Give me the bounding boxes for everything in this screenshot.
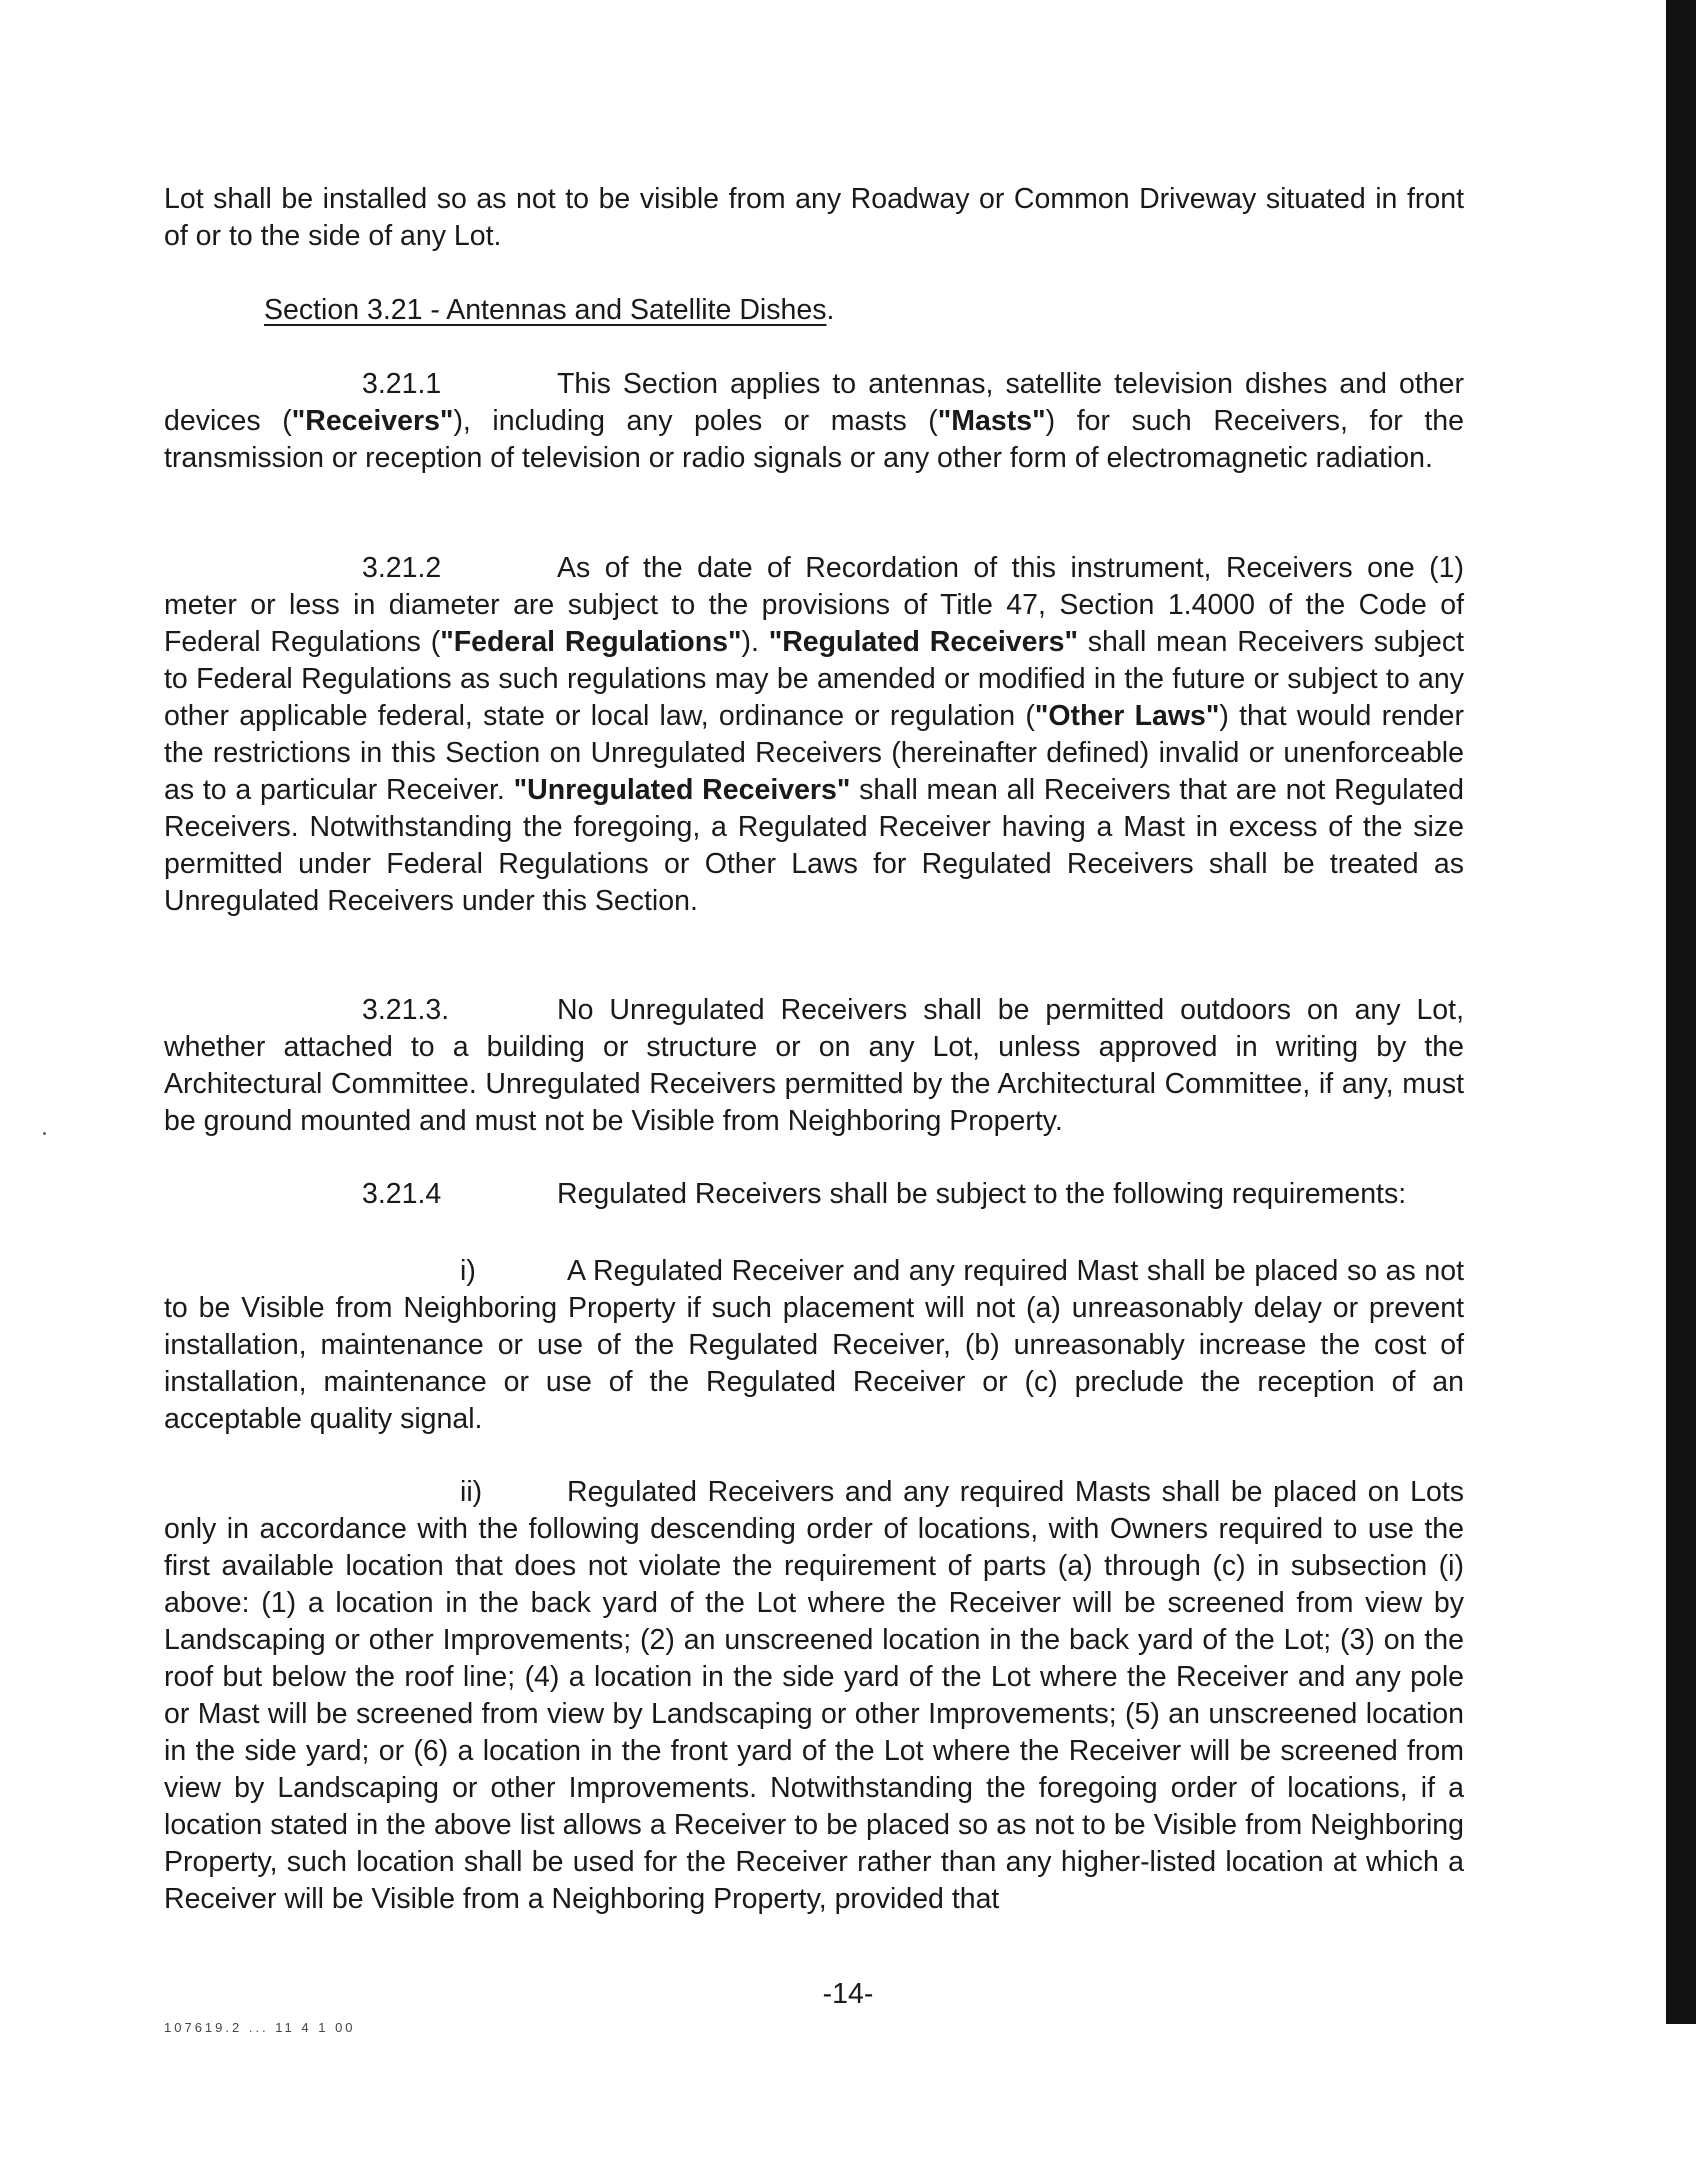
- section-number: 3.21.2: [362, 552, 442, 584]
- section-text: shall mean all Receivers that are not Regulated Receivers. Notwithstanding the foregoing, a Regulated Receiver having a Mast in excess of the size permitted under Federal Regulations or Other Laws for Regulated Receivers shall be treated as Unregulated Receivers under this Section.: [164, 774, 1464, 917]
- section-text: This Section applies to antennas, satellite television dishes and other devices (: [164, 368, 1464, 437]
- section-text: As of the date of Recordation of this instrument, Receivers one (1) meter or less in diameter are subject to the provisions of Title 47, Section 1.4000 of the Code of Federal Regulations (: [164, 552, 1464, 658]
- section-heading: [264, 292, 834, 329]
- section-text: Regulated Receivers shall be subject to the following requirements:: [557, 1178, 1407, 1210]
- defined-term: "Regulated Receivers": [768, 626, 1078, 658]
- section-3-21-4: [164, 1176, 1464, 1213]
- footer-document-code: 107619.2 ... 11 4 1 00: [164, 2020, 356, 2035]
- continuation-paragraph: Lot shall be installed so as not to be visible from any Roadway or Common Driveway situated in front of or to the side of any Lot.: [164, 183, 1464, 252]
- scan-speck: [43, 1132, 46, 1135]
- defined-term: "Unregulated Receivers": [513, 774, 851, 806]
- subsection-ii: [164, 1474, 1464, 1918]
- section-3-21-1: [164, 366, 1464, 477]
- section-text: No Unregulated Receivers shall be permitted outdoors on any Lot, whether attached to a building or structure or on any Lot, unless approved in writing by the Architectural Committee. Unregulated Receivers permitted by the Architectural Committee, if any, must be ground mounted and must not be Visible from Neighboring Property.: [164, 994, 1464, 1137]
- section-text: ) for such Receivers, for the transmission or reception of television or radio signals or any other form of electromagnetic radiation.: [164, 405, 1464, 474]
- section-3-21-2: [164, 550, 1464, 920]
- page-number: -14-: [822, 1978, 874, 2010]
- section-text: ) that would render the restrictions in this Section on Unregulated Receivers (hereinafter defined) invalid or unenforceable as to a particular Receiver.: [164, 700, 1464, 806]
- section-text: shall mean Receivers subject to Federal Regulations as such regulations may be amended or modified in the future or subject to any other applicable federal, state or local law, ordinance or regulation (: [164, 626, 1465, 732]
- defined-term: "Masts": [937, 405, 1046, 437]
- subsection-text: A Regulated Receiver and any required Mast shall be placed so as not to be Visible from Neighboring Property if such placement will not (a) unreasonably delay or prevent installation, maintenance or use of the Regulated Receiver, (b) unreasonably increase the cost of installation, maintenance or use of the Regulated Receiver or (c) preclude the reception of an acceptable quality signal.: [164, 1255, 1464, 1435]
- section-text: ), including any poles or masts (: [453, 405, 938, 437]
- defined-term: "Other Laws": [1034, 700, 1220, 732]
- subsection-i: [164, 1253, 1464, 1438]
- defined-term: "Receivers": [291, 405, 454, 437]
- section-heading-period: .: [826, 294, 835, 326]
- scan-edge-bar: [1666, 0, 1696, 2024]
- section-heading-title: Section 3.21 - Antennas and Satellite Dishes: [264, 294, 827, 326]
- section-number: 3.21.4: [362, 1178, 442, 1210]
- section-number: 3.21.1: [362, 368, 442, 400]
- defined-term: "Federal Regulations": [440, 626, 742, 658]
- subsection-numeral: i): [460, 1255, 476, 1287]
- section-text: ).: [741, 626, 769, 658]
- section-3-21-3: [164, 992, 1464, 1140]
- subsection-text: Regulated Receivers and any required Masts shall be placed on Lots only in accordance with the following descending order of locations, with Owners required to use the first available location that does not violate the requirement of parts (a) through (c) in subsection (i) above: (1) a location in the back yard of the Lot where the Receiver will be screened from view by Landscaping or other Improvements; (2) an unscreened location in the back yard of the Lot; (3) on the roof but below the roof line; (4) a location in the side yard of the Lot where the Receiver and any pole or Mast will be screened from view by Landscaping or other Improvements; (5) an unscreened location in the side yard; or (6) a location in the front yard of the Lot where the Receiver will be screened from view by Landscaping or other Improvements. Notwithstanding the foregoing order of locations, if a location stated in the above list allows a Receiver to be placed so as not to be Visible from Neighboring Property, such location shall be used for the Receiver rather than any higher-listed location at which a Receiver will be Visible from a Neighboring Property, provided that: [164, 1476, 1464, 1915]
- subsection-numeral: ii): [460, 1476, 483, 1508]
- section-number: 3.21.3.: [362, 994, 450, 1026]
